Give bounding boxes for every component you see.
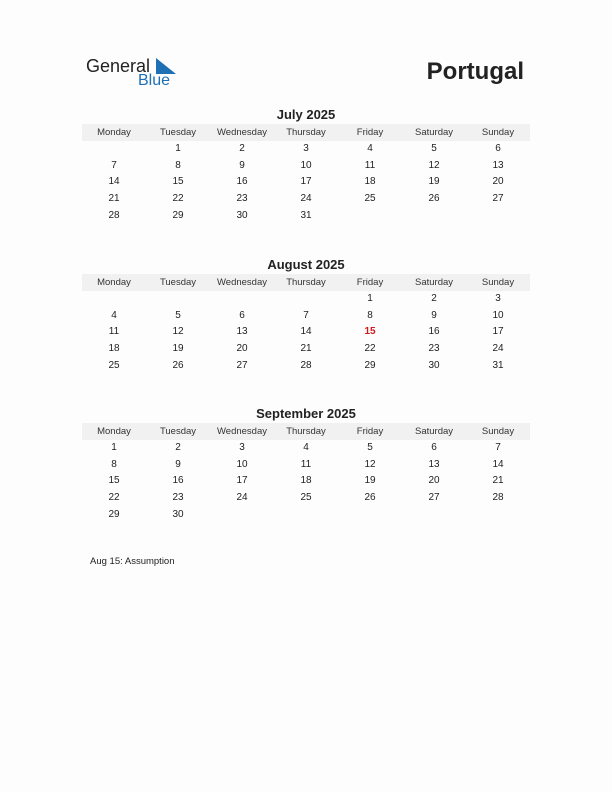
day-cell: 27 xyxy=(428,492,440,504)
week-row xyxy=(82,191,530,208)
day-cell: 5 xyxy=(367,442,373,453)
weekday-label: Saturday xyxy=(414,127,454,138)
day-cell: 26 xyxy=(172,359,184,371)
day-cell: 23 xyxy=(236,193,248,205)
day-cell: 11 xyxy=(300,458,312,470)
day-cell: 24 xyxy=(300,193,312,205)
day-cell xyxy=(466,507,530,524)
day-cell: 11 xyxy=(108,326,120,338)
logo-text-general: General xyxy=(86,56,151,76)
day-cell xyxy=(82,141,146,158)
week-row xyxy=(82,358,530,375)
day-cell: 25 xyxy=(108,359,120,371)
day-cell: 27 xyxy=(492,193,504,205)
holiday-day-cell: 15 xyxy=(364,326,376,338)
day-cell: 21 xyxy=(300,343,312,355)
day-cell xyxy=(274,291,338,308)
day-cell xyxy=(338,507,402,524)
month-block xyxy=(82,405,530,523)
week-row xyxy=(82,457,530,474)
day-cell: 13 xyxy=(428,458,440,470)
weekday-header-row xyxy=(82,423,530,440)
day-cell xyxy=(338,208,402,225)
holiday-note: Aug 15: Assumption xyxy=(90,556,175,567)
day-cell xyxy=(210,291,274,308)
day-cell: 14 xyxy=(300,326,312,338)
day-cell: 28 xyxy=(108,209,120,221)
day-cell xyxy=(82,291,146,308)
day-cell: 3 xyxy=(495,293,501,304)
weekday-label: Wednesday xyxy=(217,277,267,288)
weekday-label: Friday xyxy=(356,426,384,437)
day-cell: 18 xyxy=(300,475,312,487)
month-title: August 2025 xyxy=(267,257,345,272)
weekday-label: Sunday xyxy=(481,426,515,437)
day-cell: 31 xyxy=(492,359,504,371)
day-cell: 7 xyxy=(111,159,117,171)
day-cell: 22 xyxy=(364,343,376,355)
weekday-label: Sunday xyxy=(481,277,515,288)
day-cell: 1 xyxy=(111,442,117,453)
day-cell: 3 xyxy=(303,143,309,154)
day-cell: 24 xyxy=(492,343,504,355)
day-cell: 29 xyxy=(108,508,120,520)
day-cell: 2 xyxy=(431,293,437,304)
day-cell: 27 xyxy=(236,359,248,371)
country-title: Portugal xyxy=(426,58,524,85)
day-cell xyxy=(210,507,274,524)
day-cell: 7 xyxy=(303,309,309,321)
weekday-label: Thursday xyxy=(286,426,326,437)
weekday-label: Thursday xyxy=(286,277,326,288)
day-cell: 4 xyxy=(303,442,309,453)
day-cell: 30 xyxy=(172,508,184,520)
weekday-header-row xyxy=(82,124,530,141)
day-cell: 12 xyxy=(364,458,376,470)
day-cell: 13 xyxy=(492,159,504,171)
day-cell: 8 xyxy=(111,458,117,470)
logo xyxy=(86,56,186,92)
day-cell: 20 xyxy=(236,343,248,355)
day-cell: 9 xyxy=(175,458,181,470)
day-cell: 10 xyxy=(300,159,312,171)
day-cell: 19 xyxy=(172,343,184,355)
day-cell: 9 xyxy=(239,159,245,171)
weekday-label: Monday xyxy=(97,127,131,138)
day-cell: 20 xyxy=(492,176,504,188)
day-cell: 13 xyxy=(236,326,248,338)
weekday-header-row xyxy=(82,274,530,291)
holiday-notes xyxy=(90,556,175,567)
day-cell xyxy=(146,291,210,308)
week-row xyxy=(82,490,530,507)
weekday-label: Friday xyxy=(356,127,384,138)
day-cell: 16 xyxy=(172,475,184,487)
day-cell: 19 xyxy=(428,176,440,188)
week-row xyxy=(82,308,530,325)
day-cell: 23 xyxy=(172,492,184,504)
weekday-label: Saturday xyxy=(414,426,454,437)
day-cell: 26 xyxy=(428,193,440,205)
day-cell: 8 xyxy=(367,309,373,321)
day-cell: 15 xyxy=(108,475,120,487)
day-cell: 4 xyxy=(367,143,373,154)
day-cell xyxy=(402,507,466,524)
day-cell: 3 xyxy=(239,442,245,453)
month-block xyxy=(82,256,530,374)
day-cell: 22 xyxy=(172,193,184,205)
weekday-label: Wednesday xyxy=(217,127,267,138)
day-cell: 1 xyxy=(367,293,373,304)
day-cell: 14 xyxy=(108,176,120,188)
day-cell: 23 xyxy=(428,343,440,355)
day-cell: 11 xyxy=(364,159,376,171)
day-cell: 29 xyxy=(172,209,184,221)
day-cell: 29 xyxy=(364,359,376,371)
day-cell: 6 xyxy=(239,309,245,321)
day-cell: 5 xyxy=(431,143,437,154)
day-cell: 4 xyxy=(111,309,117,321)
week-row xyxy=(82,440,530,457)
day-cell: 22 xyxy=(108,492,120,504)
day-cell: 25 xyxy=(364,193,376,205)
day-cell: 20 xyxy=(428,475,440,487)
weekday-label: Tuesday xyxy=(159,426,197,437)
day-cell: 26 xyxy=(364,492,376,504)
weekday-label: Tuesday xyxy=(159,127,197,138)
week-row xyxy=(82,473,530,490)
day-cell: 1 xyxy=(175,143,181,154)
day-cell: 8 xyxy=(175,159,181,171)
weekday-label: Friday xyxy=(356,277,384,288)
day-cell: 17 xyxy=(492,326,504,338)
day-cell xyxy=(402,208,466,225)
weekday-label: Wednesday xyxy=(217,426,267,437)
week-row xyxy=(82,158,530,175)
day-cell: 2 xyxy=(175,442,181,453)
weekday-label: Monday xyxy=(97,426,131,437)
day-cell: 5 xyxy=(175,309,181,321)
weekday-label: Sunday xyxy=(481,127,515,138)
day-cell: 24 xyxy=(236,492,248,504)
day-cell: 19 xyxy=(364,475,376,487)
month-block xyxy=(82,106,530,224)
day-cell: 10 xyxy=(492,309,504,321)
day-cell: 31 xyxy=(300,209,312,221)
day-cell: 28 xyxy=(300,359,312,371)
day-cell: 15 xyxy=(172,176,184,188)
day-cell: 18 xyxy=(364,176,376,188)
day-cell: 7 xyxy=(495,442,501,453)
day-cell: 21 xyxy=(492,475,504,487)
day-cell: 12 xyxy=(172,326,184,338)
week-row xyxy=(82,341,530,358)
day-cell: 12 xyxy=(428,159,440,171)
day-cell: 21 xyxy=(108,193,120,205)
weekday-label: Saturday xyxy=(414,277,454,288)
day-cell: 6 xyxy=(495,143,501,154)
week-row xyxy=(82,507,530,524)
month-title: September 2025 xyxy=(256,406,356,421)
month-title: July 2025 xyxy=(276,107,336,122)
day-cell: 18 xyxy=(108,343,120,355)
day-cell: 16 xyxy=(428,326,440,338)
day-cell: 2 xyxy=(239,143,245,154)
day-cell xyxy=(274,507,338,524)
week-row xyxy=(82,291,530,308)
day-cell: 25 xyxy=(300,492,312,504)
day-cell: 10 xyxy=(236,458,248,470)
day-cell: 16 xyxy=(236,176,248,188)
week-row xyxy=(82,208,530,225)
day-cell: 14 xyxy=(492,458,504,470)
weekday-label: Monday xyxy=(97,277,131,288)
logo-text-blue: Blue xyxy=(138,72,171,89)
week-row xyxy=(82,141,530,158)
day-cell: 28 xyxy=(492,492,504,504)
week-row xyxy=(82,324,530,341)
day-cell: 17 xyxy=(300,176,312,188)
weekday-label: Thursday xyxy=(286,127,326,138)
day-cell: 17 xyxy=(236,475,248,487)
day-cell: 6 xyxy=(431,442,437,453)
day-cell xyxy=(466,208,530,225)
day-cell: 30 xyxy=(428,359,440,371)
day-cell: 30 xyxy=(236,209,248,221)
weekday-label: Tuesday xyxy=(159,277,197,288)
day-cell: 9 xyxy=(431,309,437,321)
week-row xyxy=(82,174,530,191)
